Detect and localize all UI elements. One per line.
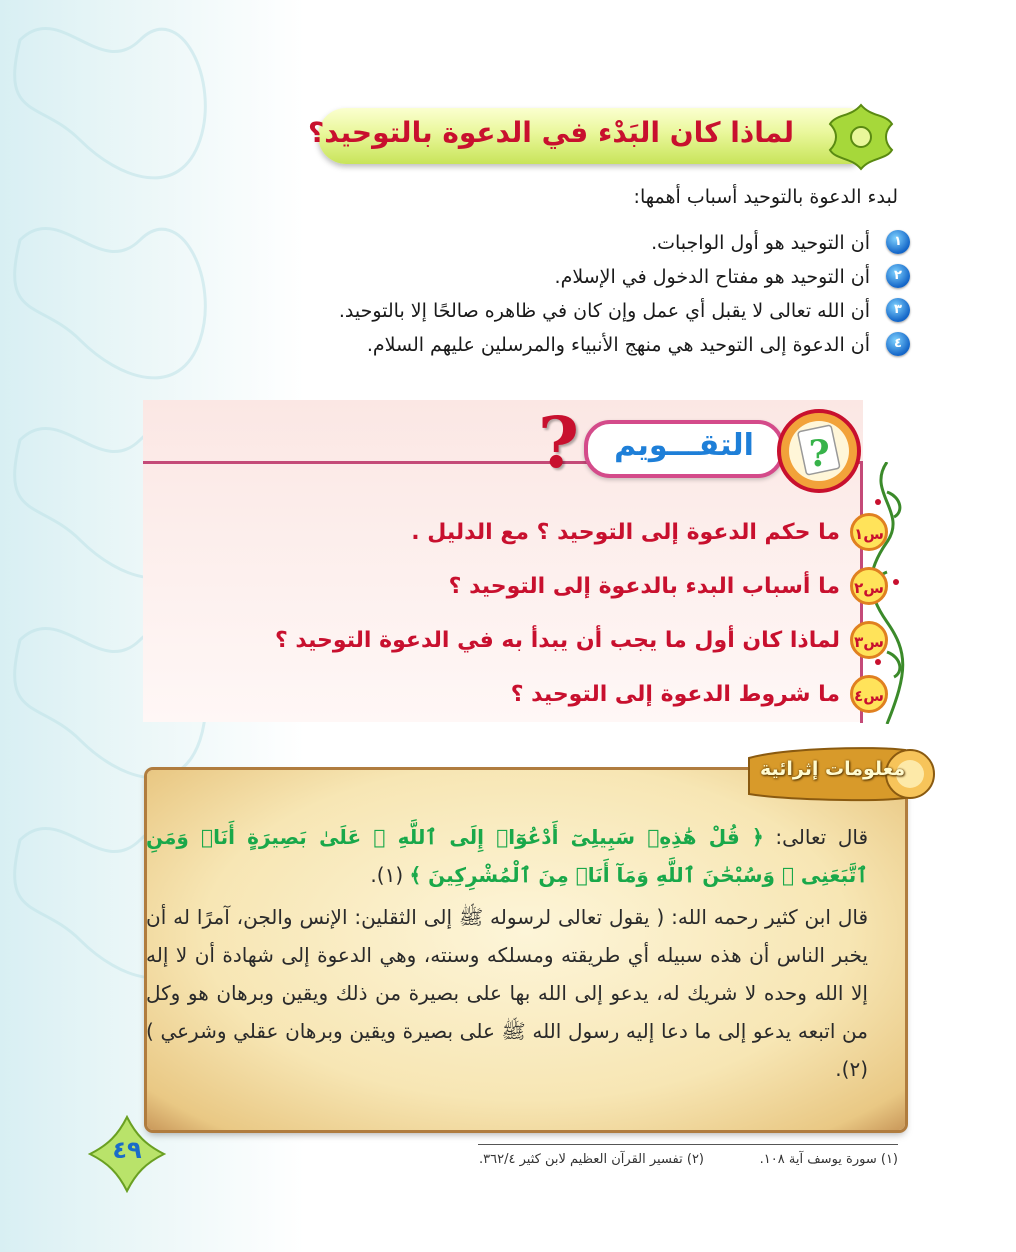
ibn-kathir-quote: قال ابن كثير رحمه الله: ( يقول تعالى لرسوله ﷺ إلى الثقلين: الإنس والجن، آمرًا له أن يخبر الناس أن هذه سبيله أي طريقته ومسلكه وسنته، وهي الدعوة إلى شهادة أن لا إله إلا الله وحده لا شريك له، يدعو إلى الله بها على بصيرة من ذلك ويقين وبرهان هو وكل من اتبعه يدعو إلى ما دعا إليه رسول الله ﷺ على بصيرة ويقين وبرهان عقلي وشرعي ) (146, 905, 868, 1043)
reason-item (339, 226, 902, 260)
question-number-badge: س١ (850, 513, 888, 551)
question-mark-icon: ? (538, 401, 580, 484)
reasons-list (338, 226, 902, 362)
quran-verse: ﴿ قُلْ هَٰذِهِۦ سَبِيلِىٓ أَدْعُوٓا۟ إِلَى ٱللَّهِ ۚ عَلَىٰ بَصِيرَةٍ أَنَا۠ وَمَنِ ٱتَّبَعَنِى ۖ وَسُبْحَٰنَ ٱللَّهِ وَمَآ أَنَا۠ مِنَ ٱلْمُشْرِكِينَ ﴾ (146, 825, 868, 887)
reason-text: أن التوحيد هو مفتاح الدخول في الإسلام. (554, 266, 870, 288)
reason-item (338, 294, 902, 328)
footnote-divider (478, 1144, 898, 1145)
intro-text: لبدء الدعوة بالتوحيد أسباب أهمها: (633, 186, 898, 208)
question-item (275, 567, 884, 621)
evaluation-title: التقـــويم (614, 428, 754, 463)
question-item (275, 675, 884, 729)
quote-footnote-ref: (٢). (835, 1057, 868, 1081)
reason-number-badge: ٤ (886, 332, 910, 356)
reason-text: أن الله تعالى لا يقبل أي عمل وإن كان في ظاهره صالحًا إلا بالتوحيد. (338, 300, 870, 322)
reason-text: أن التوحيد هو أول الواجبات. (651, 232, 870, 254)
question-text: ما أسباب البدء بالدعوة إلى التوحيد ؟ (448, 574, 840, 599)
reason-number-badge: ١ (886, 230, 910, 254)
reason-item (339, 328, 902, 362)
enrichment-content (146, 818, 868, 1092)
reason-number-badge: ٣ (886, 298, 910, 322)
footnote-2: (٢) تفسير القرآن العظيم لابن كثير ٣٦٢/٤. (479, 1152, 704, 1167)
verse-intro: قال تعالى: (763, 825, 869, 849)
page-title: لماذا كان البَدْء في الدعوة بالتوحيد؟ (308, 116, 794, 149)
verse-paragraph (146, 818, 868, 894)
footnote-1: (١) سورة يوسف آية ١٠٨. (759, 1152, 898, 1167)
question-text: ما شروط الدعوة إلى التوحيد ؟ (510, 682, 840, 707)
title-banner (308, 108, 858, 164)
evaluation-questions (274, 513, 884, 729)
question-text: لماذا كان أول ما يجب أن يبدأ به في الدعوة التوحيد ؟ (274, 628, 840, 653)
page-number: ٤٩ (112, 1136, 142, 1164)
question-text: ما حكم الدعوة إلى التوحيد ؟ مع الدليل . (411, 520, 840, 545)
evaluation-header (584, 420, 784, 478)
verse-footnote-ref: (١). (370, 863, 410, 887)
question-item (275, 513, 884, 567)
svg-text:?: ? (808, 433, 830, 475)
question-number-badge: س٣ (850, 621, 888, 659)
question-number-badge: س٤ (850, 675, 888, 713)
quote-paragraph (146, 898, 868, 1088)
title-ornament-icon (826, 102, 896, 172)
enrichment-label: معلومات إثرائية (760, 758, 906, 780)
reason-item (339, 260, 902, 294)
question-number-badge: س٢ (850, 567, 888, 605)
question-item (274, 621, 884, 675)
reason-text: أن الدعوة إلى التوحيد هي منهج الأنبياء والمرسلين عليهم السلام. (366, 334, 870, 356)
reason-number-badge: ٢ (886, 264, 910, 288)
evaluation-badge-icon (774, 406, 864, 496)
